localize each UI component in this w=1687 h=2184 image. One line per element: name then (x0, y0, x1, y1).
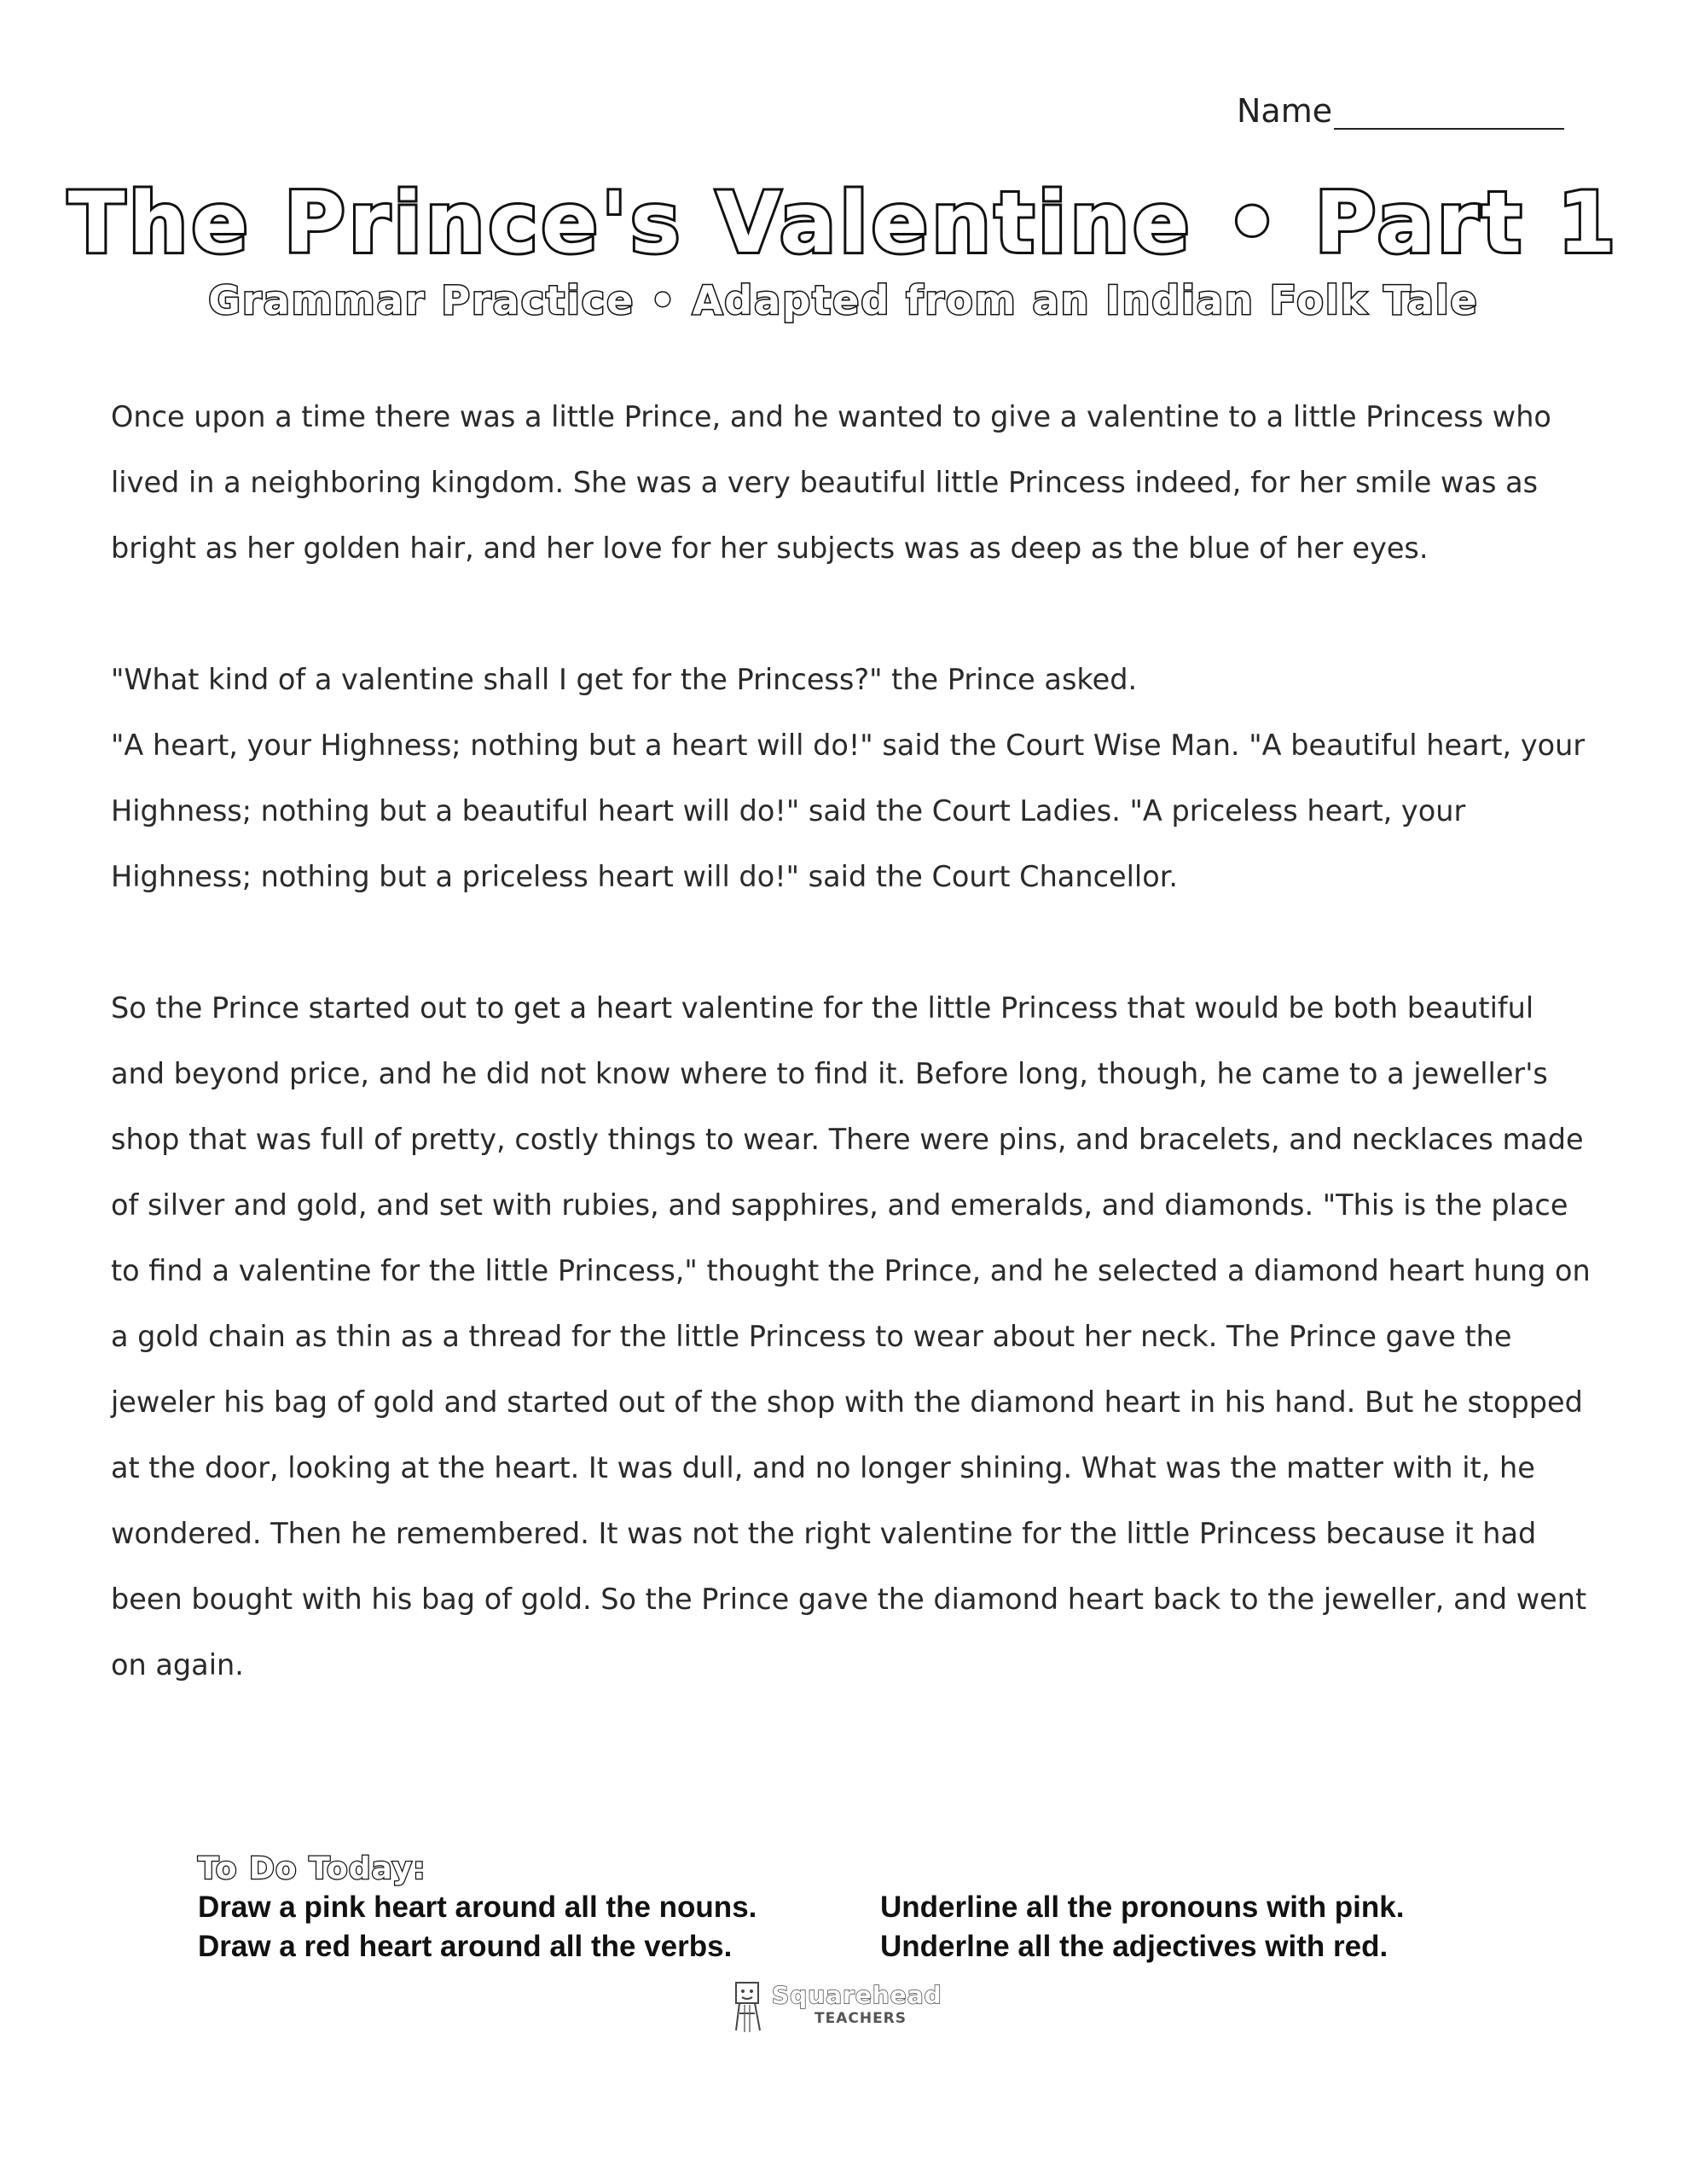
logo-name: Squarehead (772, 1981, 942, 2009)
page-subtitle: Grammar Practice • Adapted from an Indian Folk Tale (208, 277, 1479, 323)
page-title: The Prince's Valentine • Part 1 (67, 175, 1620, 272)
story-text (111, 384, 1595, 1763)
todo-item-verbs: Draw a red heart around all the verbs. (198, 1930, 733, 1963)
logo-sub: TEACHERS (815, 2010, 907, 2027)
story-paragraph-2-question: "What kind of a valentine shall I get for the Princess?" the Prince asked. (111, 663, 1138, 696)
name-label: Name (1237, 92, 1333, 130)
todo-item-pronouns: Underline all the pronouns with pink. (880, 1891, 1405, 1924)
todo-section (198, 1851, 1528, 1966)
name-field[interactable] (1237, 92, 1578, 130)
todo-item-adjectives: Underlne all the adjectives with red. (880, 1930, 1388, 1963)
todo-heading: To Do Today: (198, 1851, 426, 1886)
story-paragraph-2-dialogue: "A heart, your Highness; nothing but a heart will do!" said the Court Wise Man. "A beautiful heart, your Highness; nothing but a beautiful heart will do!" said the Court Ladies. "A priceless heart, your Highness; nothing but a priceless heart will do!" said the Court Chancellor. (111, 729, 1586, 893)
todo-item-nouns: Draw a pink heart around all the nouns. (198, 1891, 757, 1924)
squarehead-teachers-logo (729, 1978, 942, 2037)
name-blank-line[interactable] (1334, 96, 1564, 130)
story-paragraph-3: So the Prince started out to get a heart valentine for the little Princess that would be both beautiful and beyond price, and he did not know where to find it. Before long, though, he came to a jeweller's shop that was full of pretty, costly things to wear. There were pins, and bracelets, and necklaces made of silver and gold, and set with rubies, and sapphires, and emeralds, and diamonds. "This is the place to find a valentine for the little Princess," thought the Prince, and he selected a diamond heart hung on a gold chain as thin as a thread for the little Princess to wear about her neck. The Prince gave the jeweler his bag of gold and started out of the shop with the diamond heart in his hand. But he stopped at the door, looking at the heart. It was dull, and no longer shining. What was the matter with it, he wondered. Then he remembered. It was not the right valentine for the little Princess because it had been bought with his bag of gold. So the Prince gave the diamond heart back to the jeweller, and went on again. (111, 991, 1591, 1682)
teacher-figure-icon (729, 1979, 770, 2034)
story-paragraph-1: Once upon a time there was a little Prince, and he wanted to give a valentine to a little Princess who lived in a neighboring kingdom. She was a very beautiful little Princess indeed, for her smile was as bright as her golden hair, and her love for her subjects was as deep as the blue of her eyes. (111, 400, 1551, 565)
todo-instructions (198, 1888, 1528, 1966)
